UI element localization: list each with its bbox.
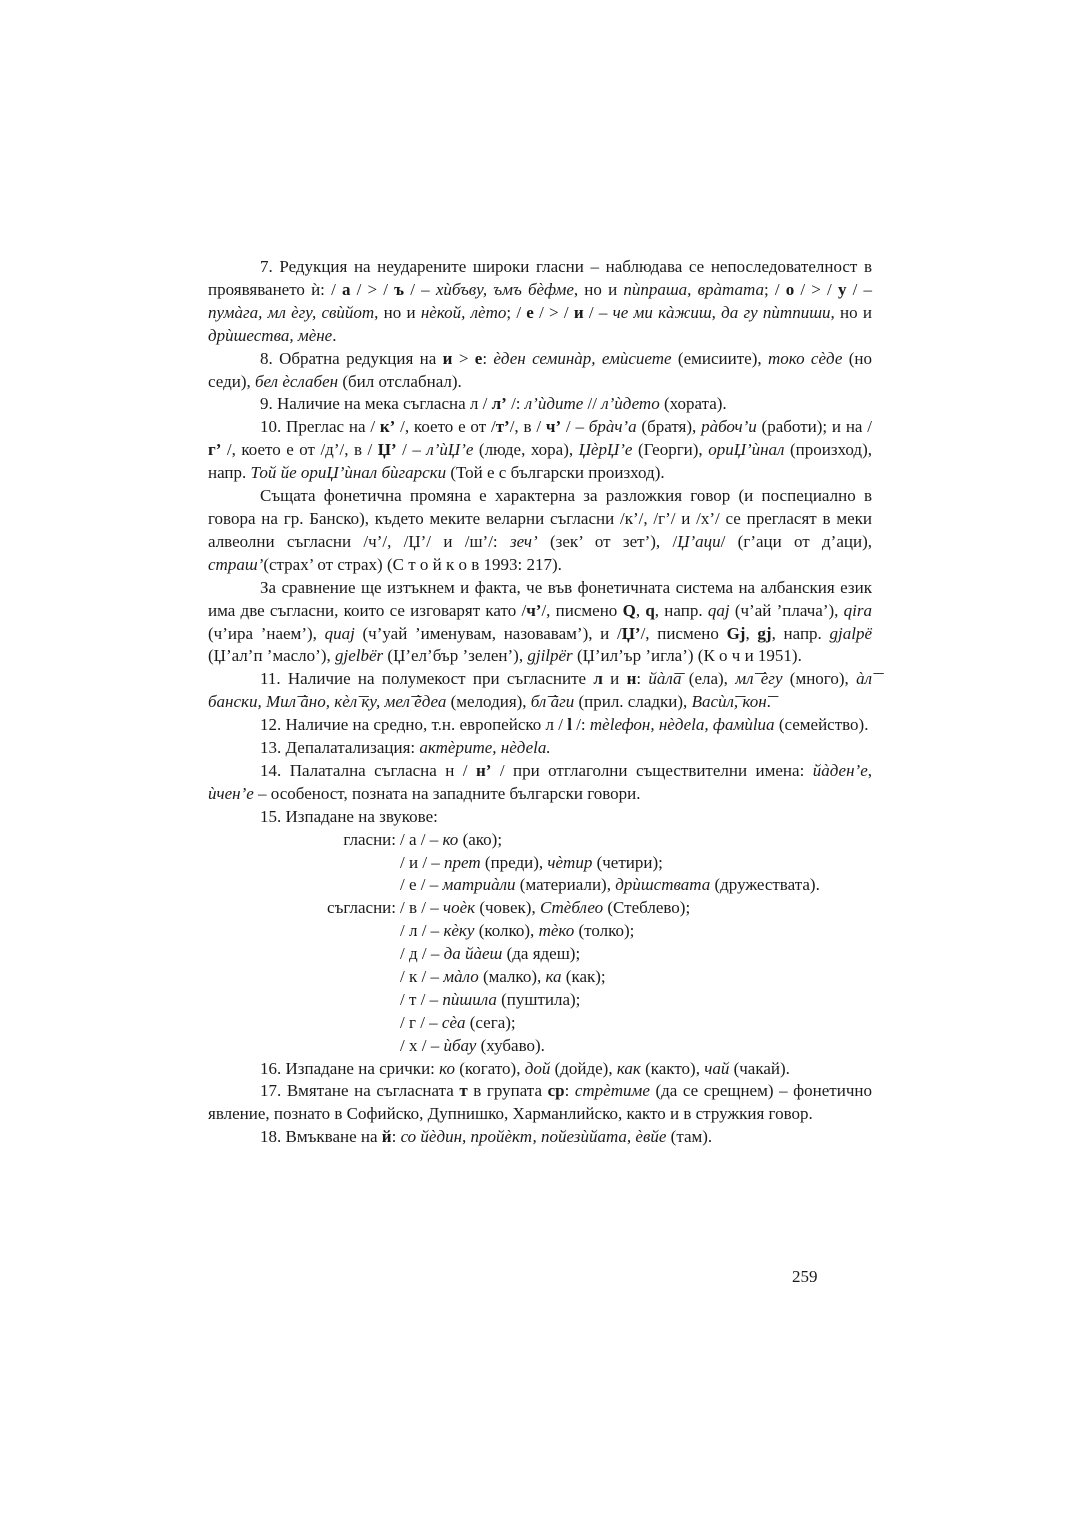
text-segment: у (837, 279, 847, 299)
text-segment: (зек’ от зет’), / (537, 531, 678, 551)
text-segment: бел ѐслабен (254, 371, 339, 391)
text-segment: / (г’аци от д’аци), (720, 531, 872, 551)
text-segment: (страх’ от страх) (С т о й к о в 1993: 217). (263, 554, 562, 574)
text-segment: (мелодия), (446, 692, 531, 712)
paragraph-p14 (208, 760, 872, 806)
text-segment: йàден’е (812, 760, 868, 780)
paragraph-p11 (208, 668, 872, 714)
text-segment: Џ’аци (677, 531, 721, 551)
text-segment: ѝбау (443, 1035, 477, 1055)
text-segment: да йàеш (443, 944, 503, 964)
text-segment: зеч’ (509, 531, 538, 551)
text-segment: : (482, 348, 494, 368)
text-segment: 9. Наличие на мека съгласна л / (260, 394, 492, 414)
paragraph-p13 (208, 737, 872, 760)
text-segment: / к / – (400, 967, 444, 986)
list-item (208, 966, 872, 989)
text-segment: (ч’уай ’именувам, назовавам’), и / (354, 623, 622, 643)
text-segment: : (636, 669, 649, 689)
text-segment: (Џ’ел’бър ’зелен’), (383, 646, 528, 666)
text-segment: к’ (379, 417, 396, 437)
text-segment: пѝпраша, врàтата (623, 279, 764, 299)
list-item-text (400, 943, 872, 966)
text-segment: (сега); (465, 1012, 516, 1032)
text-segment: / при отглаголни съществителни имена: (491, 760, 813, 780)
text-segment: Џ’ (377, 440, 397, 460)
list-item-label (208, 874, 400, 897)
text-segment: л’ (491, 394, 507, 414)
text-segment: . (766, 692, 771, 712)
list-item-label (208, 1035, 400, 1058)
text-segment: (как); (561, 967, 606, 986)
text-segment: ; / (506, 302, 527, 322)
paragraph-p9 (208, 393, 872, 416)
text-segment: мàло (443, 967, 479, 986)
text-segment: Същата фонетична промяна е характерна за разложкия говор (и поспециално в говора на гр. Банско), където меките веларни съгласни /к’/, /г’/ и /х’/ се преглася​т в меки алвеолни съгласни /ч’/, /Џ’/ и /ш’/: (208, 486, 872, 551)
text-segment: (да ядеш); (502, 944, 581, 964)
text-segment: ориЏ’ѝнал (708, 440, 785, 460)
text-segment: /, което е от / (395, 417, 496, 437)
text-segment: ѝчен’е (208, 783, 254, 803)
paragraph-p10c (208, 577, 872, 669)
text-segment: (както), (640, 1058, 705, 1078)
text-segment: qaj (707, 600, 730, 620)
text-segment: , но и (374, 302, 421, 322)
text-segment: (много), (782, 669, 857, 689)
text-segment: (хубаво). (476, 1035, 545, 1055)
text-segment: / > / (350, 279, 395, 299)
text-segment: нѐкой, лѐто (420, 302, 507, 322)
text-segment: (но седи), (208, 348, 872, 391)
text-segment: брàч’а (588, 417, 637, 437)
text-segment: (Џ’ал’п ’масло’), (208, 646, 335, 666)
text-segment: (ч’ира ’наем’), (208, 623, 325, 643)
text-segment: /: (506, 394, 525, 414)
text-segment: (Џ’ил’ър ’игла’) (К о ч и 1951). (572, 646, 802, 666)
list-item-text (400, 989, 872, 1012)
text-segment: : (564, 1081, 575, 1101)
text-segment: (чакай). (729, 1058, 790, 1078)
text-segment: л (593, 669, 603, 689)
text-segment: 14. Палатална съгласна н / (260, 760, 476, 780)
text-segment: дрѝшества, мѐне (208, 325, 333, 345)
list-item-label (208, 966, 400, 989)
text-segment: (пуштила); (496, 989, 581, 1009)
text-segment: 17. Вмятане на съгласната (260, 1081, 460, 1101)
paragraphs-before (208, 256, 872, 829)
list-item (208, 852, 872, 875)
list-item (208, 874, 872, 897)
page-number: 259 (792, 1267, 818, 1286)
list-item-text (400, 897, 872, 920)
text-segment: / – (396, 440, 427, 460)
text-segment: gjalpë (829, 623, 872, 643)
text-segment: gjelbër (335, 646, 384, 666)
text-segment: (прил. сладки), (574, 692, 692, 712)
text-segment: quaj (324, 623, 355, 643)
text-segment: и (442, 348, 453, 368)
text-segment: – особеност, позната на западните български говори. (253, 783, 641, 803)
text-segment: (ела), (681, 669, 736, 689)
text-segment: 7. Редукция на неударените широки гласни – наблюдава се непоследователност в проявяването ѝ: / (208, 257, 872, 299)
text-segment: (дойде), (550, 1058, 617, 1078)
paragraph-p8 (208, 348, 872, 394)
text-segment: рàбоч’и (701, 417, 757, 437)
text-segment: о (785, 279, 795, 299)
list-item-text (400, 874, 872, 897)
paragraph-p10b (208, 485, 872, 577)
paragraph-p18 (208, 1126, 872, 1149)
paragraph-p10 (208, 416, 872, 485)
list-item-text (400, 1012, 872, 1035)
text-segment: (работи); и на / (756, 417, 872, 437)
text-segment: страш’ (208, 554, 264, 574)
text-segment: со йѐдин, пройѐкт, пойезѝйата, ѐвйе (400, 1127, 667, 1147)
text-segment: / > / (533, 302, 574, 322)
paragraph-p17 (208, 1080, 872, 1126)
text-segment: н’ (475, 760, 492, 780)
text-segment: токо сѐде (767, 348, 843, 368)
list-item (208, 920, 872, 943)
text-segment: / г / – (400, 1012, 442, 1032)
text-segment: / > / (794, 279, 838, 299)
text-segment: ср (547, 1081, 565, 1101)
text-segment: gjilpër (527, 646, 573, 666)
list-item-label (208, 1012, 400, 1035)
text-segment: е (474, 348, 483, 368)
text-segment: т (459, 1081, 468, 1101)
text-segment: чѐтир (547, 852, 593, 872)
text-segment: /: (571, 715, 590, 735)
text-segment: , (635, 600, 646, 620)
text-segment: , напр. (771, 623, 830, 643)
text-segment: ЏѐрЏ’е (578, 440, 633, 460)
text-segment: 15. Изпадане на звукове: (260, 806, 438, 826)
text-segment: qira (843, 600, 872, 620)
text-segment: (дружествата). (710, 875, 820, 895)
text-segment: (люде, хора), (473, 440, 579, 460)
list-item (208, 897, 872, 920)
text-segment: (Той е с български произход). (446, 463, 665, 483)
text-segment: (хората). (659, 394, 727, 414)
list-item-text (400, 966, 872, 989)
text-segment: л’ѝдите (524, 394, 584, 414)
text-segment: Q (622, 600, 636, 620)
text-segment: l (567, 715, 572, 735)
text-segment: (колко), (474, 921, 539, 941)
text-segment: (толко); (574, 921, 635, 941)
text-segment: (бил отслабнал). (338, 371, 462, 391)
text-segment: актѐрите, нѐдеla. (419, 738, 551, 758)
text-segment: // (583, 394, 602, 414)
list-item (208, 829, 872, 852)
text-segment: л’ѝдето (601, 394, 660, 414)
text-segment: тѐlефон, нѐдеlа, фамѝlиа (589, 715, 775, 735)
text-segment: 10. Преглас на / (260, 417, 380, 437)
text-segment: ч’ (545, 417, 562, 437)
text-segment: ъ (394, 279, 405, 299)
sound-dropping-list (208, 829, 872, 1058)
list-item (208, 1035, 872, 1058)
text-segment: Џ’ (621, 623, 641, 643)
text-segment: / – (583, 302, 613, 322)
text-segment: / х / – (400, 1035, 444, 1055)
text-segment: , напр. (654, 600, 708, 620)
text-segment: пѝшила (442, 989, 497, 1009)
text-segment: (материали), (515, 875, 616, 895)
text-segment: (емисиите), (671, 348, 768, 368)
text-segment: / – (404, 279, 436, 299)
text-segment: йàл͞а (648, 669, 682, 689)
text-segment: (ч’ай ’плача’), (729, 600, 844, 620)
text-segment: / – (561, 417, 589, 437)
text-segment: (четири); (592, 852, 663, 872)
text-segment: й (381, 1127, 392, 1147)
text-segment: кѐку (443, 921, 475, 941)
text-segment: че ми кàжиш, да гу пѝтпиши (612, 302, 831, 322)
text-segment: ко (439, 1058, 455, 1078)
paragraph-p15 (208, 806, 872, 829)
list-item-label (208, 852, 400, 875)
text-segment: матриàли (442, 875, 516, 895)
text-segment: ; / (763, 279, 786, 299)
paragraph-p7 (208, 256, 872, 348)
text-segment: / а / – (400, 829, 443, 849)
text-segment: (ако); (458, 829, 503, 849)
text-segment: ч’ (526, 600, 542, 620)
text-segment: тѐко (538, 921, 575, 941)
text-segment: > (452, 348, 475, 368)
text-segment: (малко), (478, 967, 546, 986)
page-body (208, 256, 872, 1149)
text-segment: / е / – (400, 875, 443, 895)
text-segment: е (526, 302, 534, 322)
text-segment: прет (444, 852, 481, 872)
text-segment: и (602, 669, 627, 689)
text-segment: (когато), (454, 1058, 525, 1078)
text-segment: , но и (830, 302, 872, 322)
text-segment: чоѐк (442, 898, 476, 918)
text-segment: в групата (467, 1081, 548, 1101)
text-segment: Стѐблео (539, 898, 604, 918)
text-segment: àл͞ бански, Мил͞ àно, кѐл͞ ку, мел͞ ѐдеа (208, 669, 872, 712)
text-segment: . (332, 325, 337, 345)
text-segment: q (645, 600, 655, 620)
text-segment: (семейство). (774, 715, 869, 735)
text-segment: н (626, 669, 637, 689)
text-segment: , но и (573, 279, 624, 299)
list-item-text (400, 1035, 872, 1058)
text-segment: / т / – (400, 989, 443, 1009)
list-item-label (208, 989, 400, 1012)
text-segment: /, което е от /д’/, в / (221, 440, 378, 460)
text-segment: Той йе ориЏ’ѝнал бѝгарски (250, 463, 447, 483)
text-segment: пумàга, мл ѐгу, свѝйот (208, 302, 375, 322)
text-segment: (братя), (636, 417, 702, 437)
text-segment: мл͞ ѐгу (735, 669, 783, 689)
text-segment: 11. Наличие на полумекост при съгласните (260, 669, 594, 689)
text-segment: 18. Вмъкване на (260, 1127, 382, 1147)
text-segment: Gj (726, 623, 746, 643)
text-segment: ѐден семинàр, емѝсиете (493, 348, 672, 368)
text-segment: /, писмено (541, 600, 623, 620)
text-segment: дой (524, 1058, 551, 1078)
text-segment: г’ (208, 440, 222, 460)
paragraph-p16 (208, 1058, 872, 1081)
text-segment: (човек), (475, 898, 540, 918)
text-segment: и (573, 302, 584, 322)
list-item-label (208, 943, 400, 966)
text-segment: gj (757, 623, 772, 643)
text-segment: (Георги), (632, 440, 709, 460)
text-segment: /, писмено (640, 623, 727, 643)
text-segment: (там). (666, 1127, 713, 1147)
text-segment: т’ (495, 417, 510, 437)
text-segment: / д / – (400, 944, 444, 964)
text-segment: 8. Обратна редукция на (260, 348, 443, 368)
text-segment: л’ѝЏ’е (426, 440, 474, 460)
text-segment: ко (442, 829, 459, 849)
list-item (208, 943, 872, 966)
list-item-label: съгласни: (327, 898, 396, 918)
paragraphs-after (208, 1058, 872, 1150)
text-segment: 16. Изпадане на срички: (260, 1058, 440, 1078)
list-item-text (400, 829, 872, 852)
text-segment: /, в / (509, 417, 546, 437)
text-segment: стрѐтиме (574, 1081, 650, 1101)
text-segment: , (867, 760, 872, 780)
text-segment: дрѝшствата (615, 875, 711, 895)
text-segment: / л / – (400, 921, 444, 941)
text-segment: как (616, 1058, 641, 1078)
paragraph-p12 (208, 714, 872, 737)
text-segment: чай (704, 1058, 730, 1078)
text-segment: : (391, 1127, 401, 1147)
text-segment: сѐа (441, 1012, 466, 1032)
text-segment: / и / – (400, 852, 445, 872)
list-item-label: гласни: (343, 829, 396, 849)
text-segment: Васѝл͞, кон͞ (691, 692, 767, 712)
text-segment: За сравнение ще изтъкнем и факта, че във фонетичната система на албанския език има две съгласни, които се изговарят като / (208, 577, 872, 620)
list-item-text (400, 852, 872, 875)
text-segment: 12. Наличие на средно, т.н. европейско л / (260, 715, 568, 735)
text-segment: , (745, 623, 758, 643)
list-item-text (400, 920, 872, 943)
text-segment: хѝбъву, ъмъ бѐфме (435, 279, 574, 299)
text-segment: (преди), (480, 852, 548, 872)
text-segment: бл͞ àги (530, 692, 575, 712)
list-item-label (208, 920, 400, 943)
list-item (208, 989, 872, 1012)
text-segment: (Стеблево); (603, 898, 691, 918)
text-segment: а (341, 279, 351, 299)
text-segment: ка (545, 967, 562, 986)
text-segment: / – (846, 279, 872, 299)
list-item (208, 1012, 872, 1035)
text-segment: (произход), напр. (208, 440, 872, 483)
text-segment: / в / – (400, 898, 443, 918)
text-segment: 13. Депалатализация: (260, 738, 420, 758)
text-segment: (да се срещнем) – фонетично явление, познато в Софийско, Дупнишко, Харманлийско, както и в стружкия говор. (208, 1081, 872, 1124)
